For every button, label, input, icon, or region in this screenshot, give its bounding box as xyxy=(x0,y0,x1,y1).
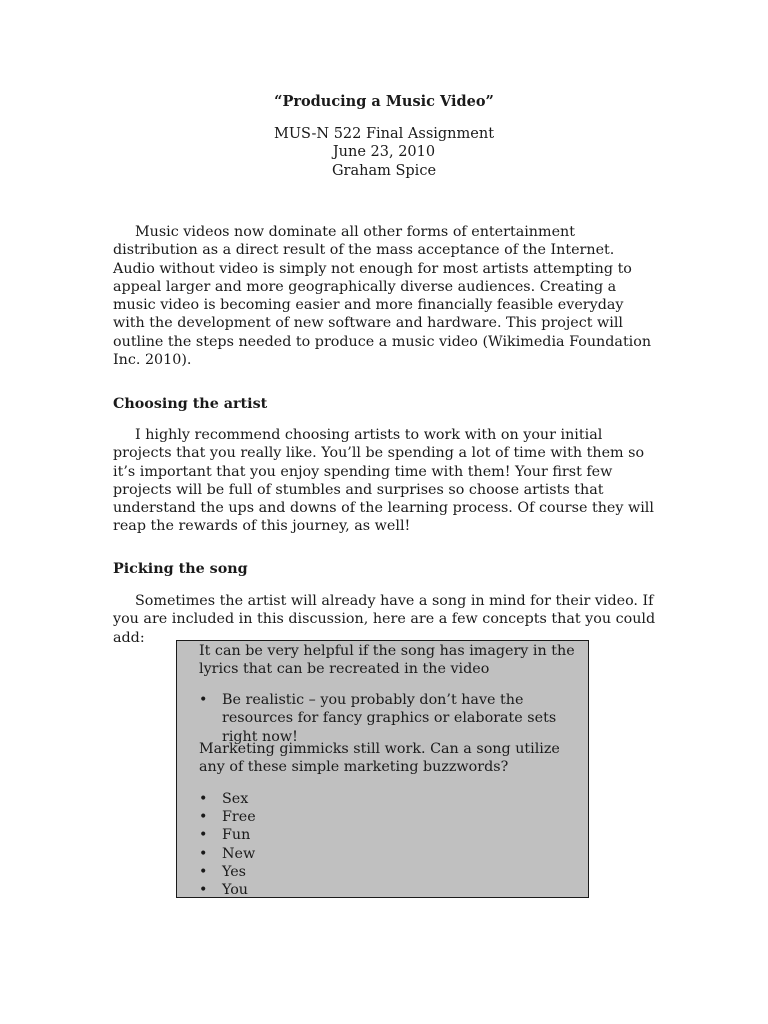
buzzword-text: Free xyxy=(222,809,256,825)
box-intro-text: It can be very helpful if the song has imagery in the lyrics that can be recreated in the video xyxy=(199,643,575,678)
bullet-icon: • xyxy=(199,846,208,862)
bullet-icon: • xyxy=(199,882,208,898)
song-paragraph: Sometimes the artist will already have a song in mind for their video. If you are included in this discussion, here are a few concepts that you could add: xyxy=(113,593,656,646)
buzzword-text: You xyxy=(222,882,249,898)
bullet-icon: • xyxy=(199,791,208,807)
bullet-icon: • xyxy=(199,809,208,825)
bullet-icon: • xyxy=(199,864,208,880)
artist-paragraph: I highly recommend choosing artists to work with on your initial projects that you really like. You’ll be spending a lot of time with them so it’s important that you enjoy spending time with them! Your first few projects will be full of stumbles and surprises so choose artists that understand the ups and downs of the learning process. Of course they will reap the rewards of this journey, as well! xyxy=(113,427,654,535)
box-marketing-text: Marketing gimmicks still work. Can a song utilize any of these simple marketing buzzwords? xyxy=(199,741,560,776)
concepts-box xyxy=(176,640,589,898)
tip-bullet-text: Be realistic – you probably don’t have the resources for fancy graphics or elaborate sets right now! xyxy=(222,692,557,745)
bullet-icon: • xyxy=(199,692,208,708)
buzzword-text: New xyxy=(222,846,256,862)
intro-paragraph: Music videos now dominate all other forms of entertainment distribution as a direct result of the mass acceptance of the Internet. Audio without video is simply not enough for most artists attempting to appeal larger and more geographically diverse audiences. Creating a music video is becoming easier and more financially feasible everyday with the development of new software and hardware. This project will outline the steps needed to produce a music video (Wikimedia Foundation Inc. 2010). xyxy=(113,224,652,369)
date-line: June 23, 2010 xyxy=(332,144,436,161)
buzzword-text: Fun xyxy=(222,827,251,843)
section-heading-artist: Choosing the artist xyxy=(113,396,268,412)
course-line: MUS-N 522 Final Assignment xyxy=(273,126,495,142)
section-heading-song: Picking the song xyxy=(113,561,248,577)
bullet-icon: • xyxy=(199,827,208,843)
buzzword-text: Yes xyxy=(222,864,246,880)
document-title: “Producing a Music Video” xyxy=(274,93,494,110)
author-line: Graham Spice xyxy=(331,162,437,179)
document-meta xyxy=(0,125,768,180)
buzzword-text: Sex xyxy=(222,791,249,807)
